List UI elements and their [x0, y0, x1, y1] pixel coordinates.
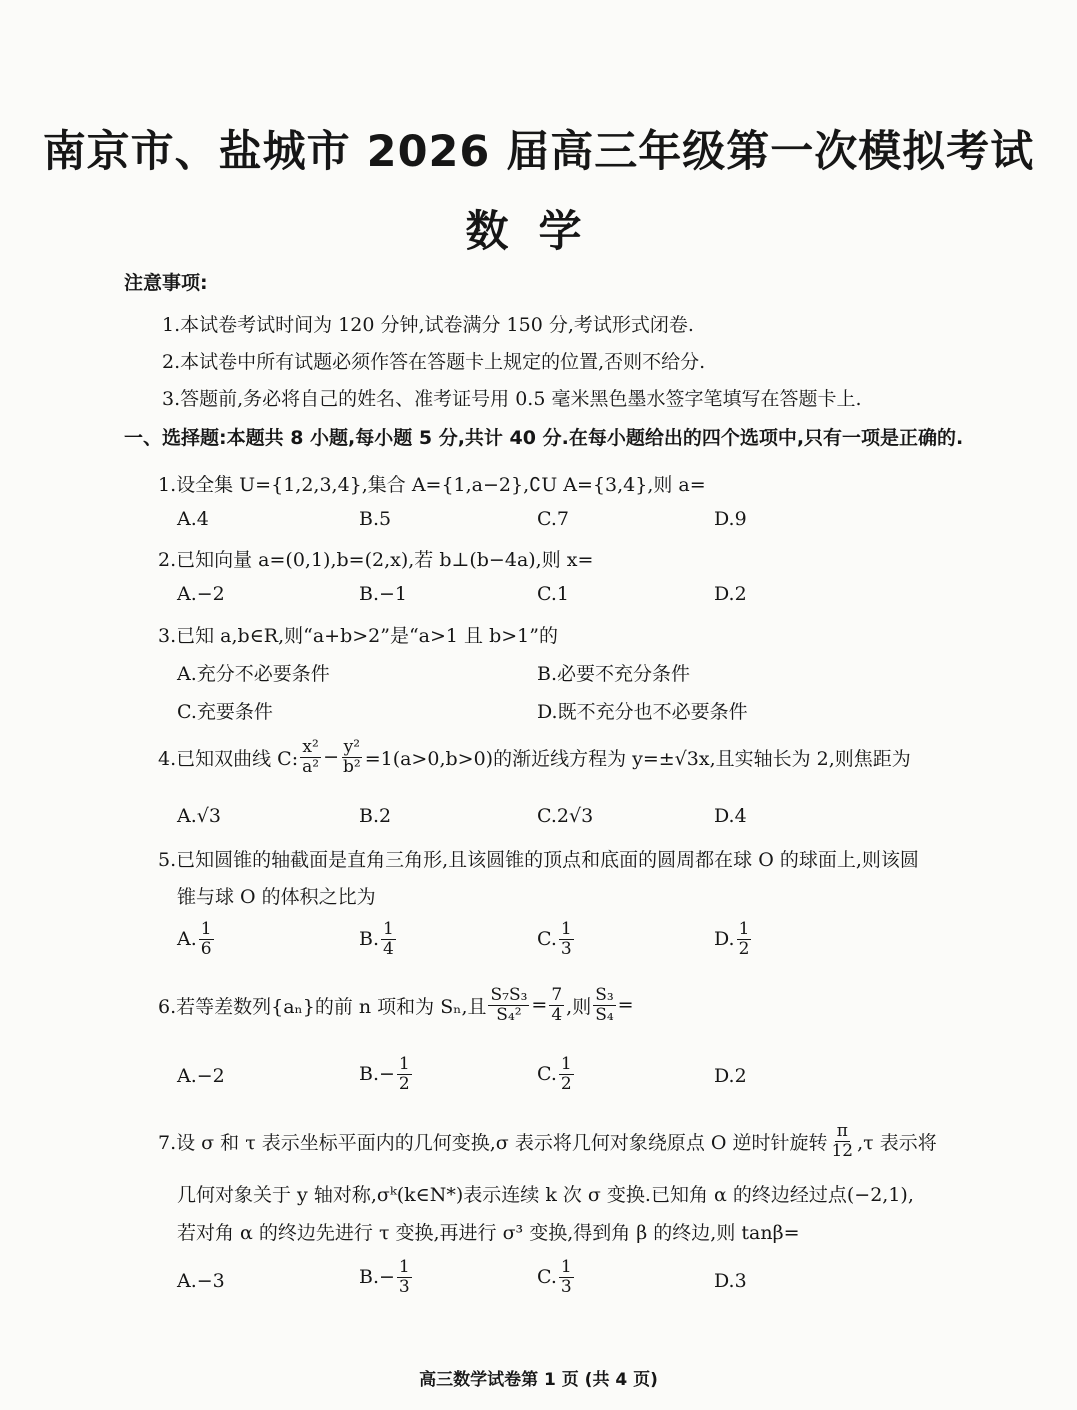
subject-title: 数学: [465, 207, 612, 257]
q6-option-b-label: B.−: [359, 1063, 395, 1086]
q5-option-c-fraction: [559, 920, 574, 958]
q7-c-den: 3: [560, 1276, 572, 1297]
q7-option-c: [537, 1258, 576, 1296]
q7-b-num: 1: [398, 1257, 410, 1277]
q5-b-num: 1: [383, 919, 394, 939]
notice-item-1: 1.本试卷考试时间为 120 分钟,试卷满分 150 分,考试形式闭卷.: [162, 314, 694, 336]
q6-option-b-fraction: [397, 1055, 412, 1093]
q7-stem-line2: 几何对象关于 y 轴对称,σᵏ(k∈N*)表示连续 k 次 σ 变换.已知角 α 的终边经过点(−2,1),: [177, 1184, 914, 1206]
q7-c-num: 1: [560, 1257, 572, 1277]
q6-fraction-ratio: [488, 986, 529, 1024]
q5-option-d-label: D.: [714, 928, 735, 951]
q6-f1-den: S₄²: [496, 1004, 522, 1025]
notice-item-2: 2.本试卷中所有试题必须作答在答题卡上规定的位置,否则不给分.: [162, 351, 706, 373]
q7-option-b-fraction: [397, 1258, 412, 1296]
q1-option-a: A.4: [177, 508, 209, 530]
q4-fraction-y: [341, 738, 363, 776]
page-footer: 高三数学试卷第 1 页 (共 4 页): [419, 1370, 658, 1390]
q6-fraction-value: [549, 986, 564, 1024]
q6-f3-num: S₃: [595, 985, 614, 1005]
q7-rotation-fraction: [829, 1122, 855, 1160]
q6-f2-num: 7: [551, 985, 563, 1005]
q7-option-c-fraction: [559, 1258, 574, 1296]
q4-frac-x-num: x²: [302, 737, 319, 757]
section-heading: 一、选择题:本题共 8 小题,每小题 5 分,共计 40 分.在每小题给出的四个选项中,只有一项是正确的.: [124, 427, 964, 449]
q6-option-c-fraction: [559, 1055, 574, 1093]
q5-stem-line1: 5.已知圆锥的轴截面是直角三角形,且该圆锥的顶点和底面的圆周都在球 O 的球面上,则该圆: [158, 849, 919, 871]
q4-option-a: A.√3: [177, 805, 221, 827]
q5-stem-line2: 锥与球 O 的体积之比为: [177, 886, 376, 908]
q5-option-a-fraction: [199, 920, 214, 958]
q4-stem-suffix: =1(a>0,b>0)的渐近线方程为 y=±√3x,且实轴长为 2,则焦距为: [364, 747, 911, 770]
q7-option-a: A.−3: [177, 1270, 225, 1292]
q2-option-a: A.−2: [177, 583, 225, 605]
q4-frac-x-den: a²: [302, 756, 320, 777]
q5-option-c: [537, 920, 576, 958]
q6-stem-prefix: 6.若等差数列{aₙ}的前 n 项和为 Sₙ,且: [158, 995, 487, 1018]
q7-stem-prefix: 7.设 σ 和 τ 表示坐标平面内的几何变换,σ 表示将几何对象绕原点 O 逆时针旋转: [158, 1131, 828, 1154]
q3-option-c: C.充要条件: [177, 701, 273, 723]
q7-stem-suffix: ,τ 表示将: [857, 1131, 937, 1154]
q5-a-den: 6: [200, 938, 212, 959]
q4-option-b: B.2: [359, 805, 392, 827]
notice-heading: 注意事项:: [124, 272, 208, 294]
q6-equals: =: [531, 994, 548, 1017]
q6-option-d: D.2: [714, 1065, 747, 1087]
q3-option-a: A.充分不必要条件: [177, 663, 330, 685]
q6-stem-mid: ,则: [566, 995, 592, 1018]
q1-stem: 1.设全集 U={1,2,3,4},集合 A={1,a−2},∁U A={3,4},则 a=: [158, 474, 706, 496]
q1-option-b: B.5: [359, 508, 392, 530]
q6-f1-num: S₇S₃: [490, 985, 528, 1005]
q7-option-b-label: B.−: [359, 1266, 395, 1289]
q6-b-den: 2: [398, 1073, 410, 1094]
q5-c-num: 1: [560, 919, 572, 939]
q5-d-num: 1: [738, 919, 750, 939]
q5-option-b-label: B.: [359, 928, 380, 951]
q2-option-d: D.2: [714, 583, 747, 605]
q6-fraction-target: [593, 986, 615, 1024]
q1-option-d: D.9: [714, 508, 747, 530]
q5-option-b: [359, 920, 398, 958]
q7-stem-line3: 若对角 α 的终边先进行 τ 变换,再进行 σ³ 变换,得到角 β 的终边,则 tanβ=: [177, 1222, 800, 1244]
q3-option-b: B.必要不充分条件: [537, 663, 691, 685]
q7-option-c-label: C.: [537, 1266, 557, 1289]
q6-option-c-label: C.: [537, 1063, 557, 1086]
q5-d-den: 2: [738, 938, 750, 959]
q4-stem: 4.已知双曲线 C: $\frac{\text{x²}}{\text{a²}}$ − $\frac{\text{y²}}{\text{b²}}$ =1(a>0,b>0)的渐近线方程为 y=±√3x,且实轴长为 2,则焦距为: [158, 737, 911, 777]
q4-frac-y-den: b²: [342, 756, 361, 777]
q5-option-b-fraction: [381, 920, 396, 958]
q3-stem: 3.已知 a,b∈R,则“a+b>2”是“a>1 且 b>1”的: [158, 625, 558, 647]
q7-option-b: [359, 1258, 414, 1296]
q6-f3-den: S₄: [595, 1004, 614, 1025]
q6-c-den: 2: [560, 1073, 572, 1094]
q2-option-c: C.1: [537, 583, 569, 605]
q6-stem: [158, 986, 634, 1024]
q5-option-d: [714, 920, 753, 958]
q6-option-c: [537, 1055, 576, 1093]
q6-b-num: 1: [398, 1054, 410, 1074]
q1-option-c: C.7: [537, 508, 569, 530]
q6-f2-den: 4: [551, 1004, 563, 1025]
q3-option-d: D.既不充分也不必要条件: [537, 701, 748, 723]
q4-option-d: D.4: [714, 805, 747, 827]
q7-rot-den: 12: [831, 1140, 854, 1161]
q5-c-den: 3: [560, 938, 572, 959]
q7-stem-line1: [158, 1122, 937, 1160]
q5-option-d-fraction: [737, 920, 752, 958]
q2-stem: 2.已知向量 a=(0,1),b=(2,x),若 b⊥(b−4a),则 x=: [158, 549, 594, 571]
q5-a-num: 1: [200, 919, 212, 939]
q4-frac-y-num: y²: [343, 737, 361, 757]
q4-stem-prefix: 4.已知双曲线 C:: [158, 747, 299, 770]
notice-item-3: 3.答题前,务必将自己的姓名、准考证号用 0.5 毫米黑色墨水签字笔填写在答题卡上.: [162, 388, 862, 410]
q4-option-c: C.2√3: [537, 805, 594, 827]
q5-option-a: [177, 920, 216, 958]
q2-option-b: B.−1: [359, 583, 408, 605]
q7-rot-num: π: [836, 1121, 848, 1141]
q6-c-num: 1: [560, 1054, 572, 1074]
q6-option-b: [359, 1055, 414, 1093]
q4-fraction-x: [300, 738, 321, 776]
exam-title: 南京市、盐城市 2026 届高三年级第一次模拟考试: [42, 127, 1035, 177]
q5-option-a-label: A.: [177, 928, 197, 951]
q7-b-den: 3: [398, 1276, 410, 1297]
q6-option-a: A.−2: [177, 1065, 225, 1087]
q6-stem-end: =: [617, 994, 634, 1017]
q7-option-d: D.3: [714, 1270, 747, 1292]
q5-b-den: 4: [383, 938, 394, 959]
q5-option-c-label: C.: [537, 928, 557, 951]
